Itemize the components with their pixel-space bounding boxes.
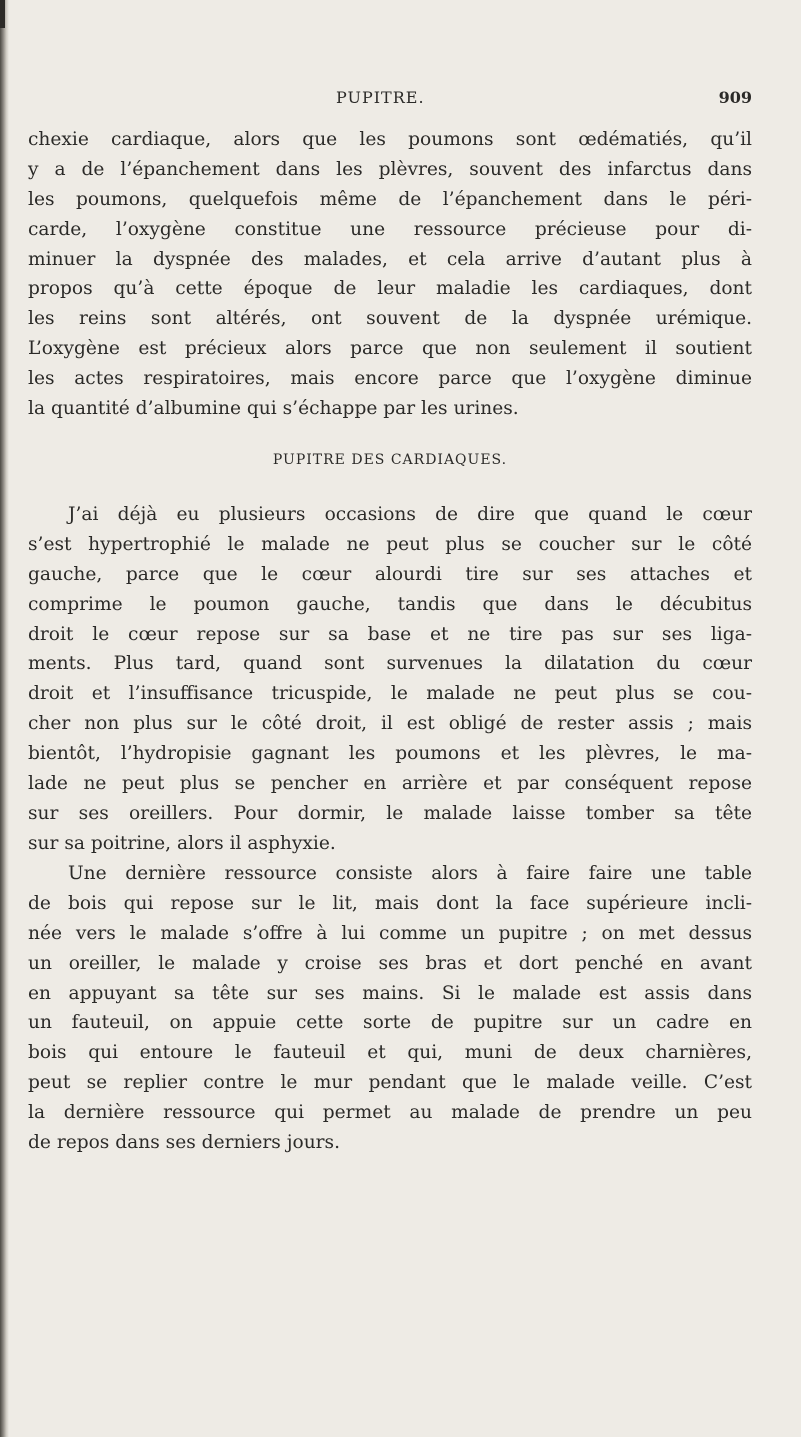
text-line: sur sa poitrine, alors il asphyxie. bbox=[28, 832, 336, 854]
text-line: de bois qui repose sur le lit, mais dont la face supérieure incli- bbox=[28, 892, 752, 914]
page-number: 909 bbox=[718, 88, 752, 107]
text-line: les reins sont altérés, ont souvent de la dyspnée urémique. bbox=[28, 308, 752, 330]
text-line: la quantité d’albumine qui s’échappe par les urines. bbox=[28, 398, 519, 420]
text-line: peut se replier contre le mur pendant que le malade veille. C’est bbox=[28, 1072, 752, 1094]
text-line: bientôt, l’hydropisie gagnant les poumons et les plèvres, le ma- bbox=[28, 743, 752, 765]
text-line: née vers le malade s’offre à lui comme un pupitre ; on met dessus bbox=[28, 922, 752, 944]
text-line: lade ne peut plus se pencher en arrière et par conséquent repose bbox=[28, 773, 752, 795]
running-title: PUPITRE. bbox=[336, 88, 425, 107]
text-line: L’oxygène est précieux alors parce que non seulement il soutient bbox=[28, 338, 752, 360]
text-line: s’est hypertrophié le malade ne peut plus se coucher sur le côté bbox=[28, 533, 752, 555]
text-line: de repos dans ses derniers jours. bbox=[28, 1132, 341, 1154]
page-binding-edge bbox=[0, 0, 9, 1437]
text-line: en appuyant sa tête sur ses mains. Si le malade est assis dans bbox=[28, 982, 752, 1004]
paragraph-cardiac-position bbox=[28, 500, 752, 859]
text-line: carde, l’oxygène constitue une ressource précieuse pour di- bbox=[28, 218, 752, 240]
text-line: comprime le poumon gauche, tandis que dans le décubitus bbox=[28, 593, 752, 615]
text-line: un fauteuil, on appuie cette sorte de pupitre sur un cadre en bbox=[28, 1012, 752, 1034]
text-line: y a de l’épanchement dans les plèvres, souvent des infarctus dans bbox=[28, 158, 752, 180]
running-head bbox=[28, 88, 752, 114]
text-line: J’ai déjà eu plusieurs occasions de dire que quand le cœur bbox=[68, 504, 752, 525]
text-line: chexie cardiaque, alors que les poumons sont œdématiés, qu’il bbox=[28, 129, 752, 150]
text-line: droit le cœur repose sur sa base et ne tire pas sur ses liga- bbox=[28, 623, 752, 645]
paragraph-oxygen bbox=[28, 125, 752, 424]
text-line: cher non plus sur le côté droit, il est obligé de rester assis ; mais bbox=[28, 713, 752, 735]
text-line: propos qu’à cette époque de leur maladie les cardiaques, dont bbox=[28, 278, 752, 300]
text-line: ments. Plus tard, quand sont survenues la dilatation du cœur bbox=[28, 653, 752, 675]
text-line: les actes respiratoires, mais encore parce que l’oxygène diminue bbox=[28, 368, 752, 390]
binding-shadow-mark bbox=[0, 0, 5, 28]
text-line: sur ses oreillers. Pour dormir, le malade laisse tomber sa tête bbox=[28, 802, 752, 824]
text-line: les poumons, quelquefois même de l’épanchement dans le péri- bbox=[28, 188, 752, 210]
text-line: la dernière ressource qui permet au malade de prendre un peu bbox=[28, 1102, 752, 1124]
section-heading: PUPITRE DES CARDIAQUES. bbox=[272, 452, 508, 468]
text-line: droit et l’insuffisance tricuspide, le malade ne peut plus se cou- bbox=[28, 683, 752, 705]
paragraph-desk bbox=[28, 859, 752, 1158]
text-line: minuer la dyspnée des malades, et cela arrive d’autant plus à bbox=[28, 248, 752, 270]
text-line: Une dernière ressource consiste alors à faire faire une table bbox=[68, 863, 752, 884]
text-line: gauche, parce que le cœur alourdi tire sur ses attaches et bbox=[28, 563, 752, 585]
text-line: bois qui entoure le fauteuil et qui, muni de deux charnières, bbox=[28, 1042, 752, 1064]
text-line: un oreiller, le malade y croise ses bras et dort penché en avant bbox=[28, 952, 752, 974]
